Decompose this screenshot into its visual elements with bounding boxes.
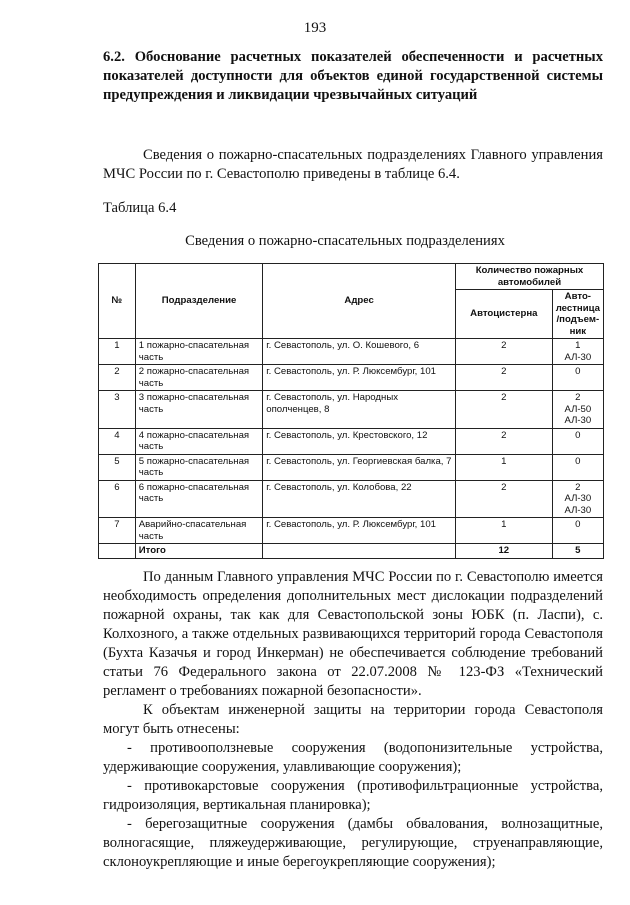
cell-address: г. Севастополь, ул. Крестовского, 12 [263,428,456,454]
paragraph-engineering-protection: К объектам инженерной защиты на территории города Севастополя могут быть отнесены: [103,702,603,737]
cell-num: 1 [99,339,136,365]
cell-unit: 4 пожарно-спасательная часть [135,428,263,454]
cell-tanker: 2 [455,391,552,429]
cell-address: г. Севастополь, ул. О. Кошевого, 6 [263,339,456,365]
table-caption: Сведения о пожарно-спасательных подразделениях [185,233,505,249]
header-num: № [99,264,136,339]
cell-num: 4 [99,428,136,454]
table-row [99,339,604,365]
page-number: 193 [303,20,327,36]
table-row [99,480,604,518]
cell-address: г. Севастополь, ул. Георгиевская балка, 7 [263,454,456,480]
cell-ladder: 0 [552,365,603,391]
intro-paragraph: Сведения о пожарно-спасательных подразделениях Главного управления МЧС России по г. Севастополю приведены в таблице 6.4. [103,147,603,182]
cell-tanker: 1 [455,518,552,544]
cell-unit: 1 пожарно-спасательная часть [135,339,263,365]
cell-num: 6 [99,480,136,518]
cell-unit: Аварийно-спасательная часть [135,518,263,544]
cell-address: г. Севастополь, ул. Р. Люксембург, 101 [263,518,456,544]
cell-total-label: Итого [135,544,263,559]
header-vehicles-group: Количество пожарных автомобилей [455,264,603,290]
cell-num: 3 [99,391,136,429]
cell-unit: 6 пожарно-спасательная часть [135,480,263,518]
list-item: - противокарстовые сооружения (противофильтрационные устройства, гидроизоляция, вертикальная планировка); [103,778,603,813]
cell-num: 5 [99,454,136,480]
table-total-row [99,544,604,559]
cell-tanker: 1 [455,454,552,480]
table-row [99,454,604,480]
cell-num: 7 [99,518,136,544]
table-row [99,428,604,454]
list-item: - противооползневые сооружения (водопонизительные устройства, удерживающие сооружения, улавливающие сооружения); [103,740,603,775]
cell-empty [99,544,136,559]
cell-tanker: 2 [455,339,552,365]
section-heading: 6.2. Обоснование расчетных показателей обеспеченности и расчетных показателей доступности для объектов единой государственной системы предупреждения и ликвидации чрезвычайных ситуаций [103,49,603,103]
cell-unit: 2 пожарно-спасательная часть [135,365,263,391]
table-label: Таблица 6.4 [103,200,177,216]
table-row [99,365,604,391]
cell-address: г. Севастополь, ул. Народных ополченцев, 8 [263,391,456,429]
cell-empty [263,544,456,559]
table-row [99,391,604,429]
header-ladder: Авто-лестница /подъем-ник [552,290,603,339]
cell-total-ladder: 5 [552,544,603,559]
cell-tanker: 2 [455,428,552,454]
cell-num: 2 [99,365,136,391]
paragraph-disposition: По данным Главного управления МЧС России по г. Севастополю имеется необходимость определения дополнительных мест дислокации подразделений пожарной охраны, так как для Севастопольской зоны ЮБК (п. Ласпи), с. Колхозного, а также отдельных развивающихся территорий города Севастополя (Бухта Казачья и город Инкерман) не обеспечивается соблюдение требований статьи 76 Федерального закона от 22.07.2008 № 123-ФЗ «Технический регламент о требованиях пожарной безопасности». [103,569,603,699]
cell-ladder: 0 [552,518,603,544]
cell-tanker: 2 [455,365,552,391]
fire-units-table [98,263,604,559]
header-tanker: Автоцистерна [455,290,552,339]
header-unit: Подразделение [135,264,263,339]
cell-ladder: 0 [552,454,603,480]
cell-total-tanker: 12 [455,544,552,559]
cell-address: г. Севастополь, ул. Р. Люксембург, 101 [263,365,456,391]
cell-ladder: 2 АЛ-30 АЛ-30 [552,480,603,518]
cell-ladder: 0 [552,428,603,454]
header-address: Адрес [263,264,456,339]
body-text [103,568,603,872]
table-row [99,518,604,544]
cell-unit: 3 пожарно-спасательная часть [135,391,263,429]
list-item: - берегозащитные сооружения (дамбы обвалования, волнозащитные, волногасящие, пляжеудерживающие, регулирующие, струенаправляющие, склоноукрепляющие и иные берегоукрепляющие сооружения); [103,816,603,870]
cell-tanker: 2 [455,480,552,518]
cell-ladder: 2 АЛ-50 АЛ-30 [552,391,603,429]
cell-ladder: 1 АЛ-30 [552,339,603,365]
cell-address: г. Севастополь, ул. Колобова, 22 [263,480,456,518]
cell-unit: 5 пожарно-спасательная часть [135,454,263,480]
